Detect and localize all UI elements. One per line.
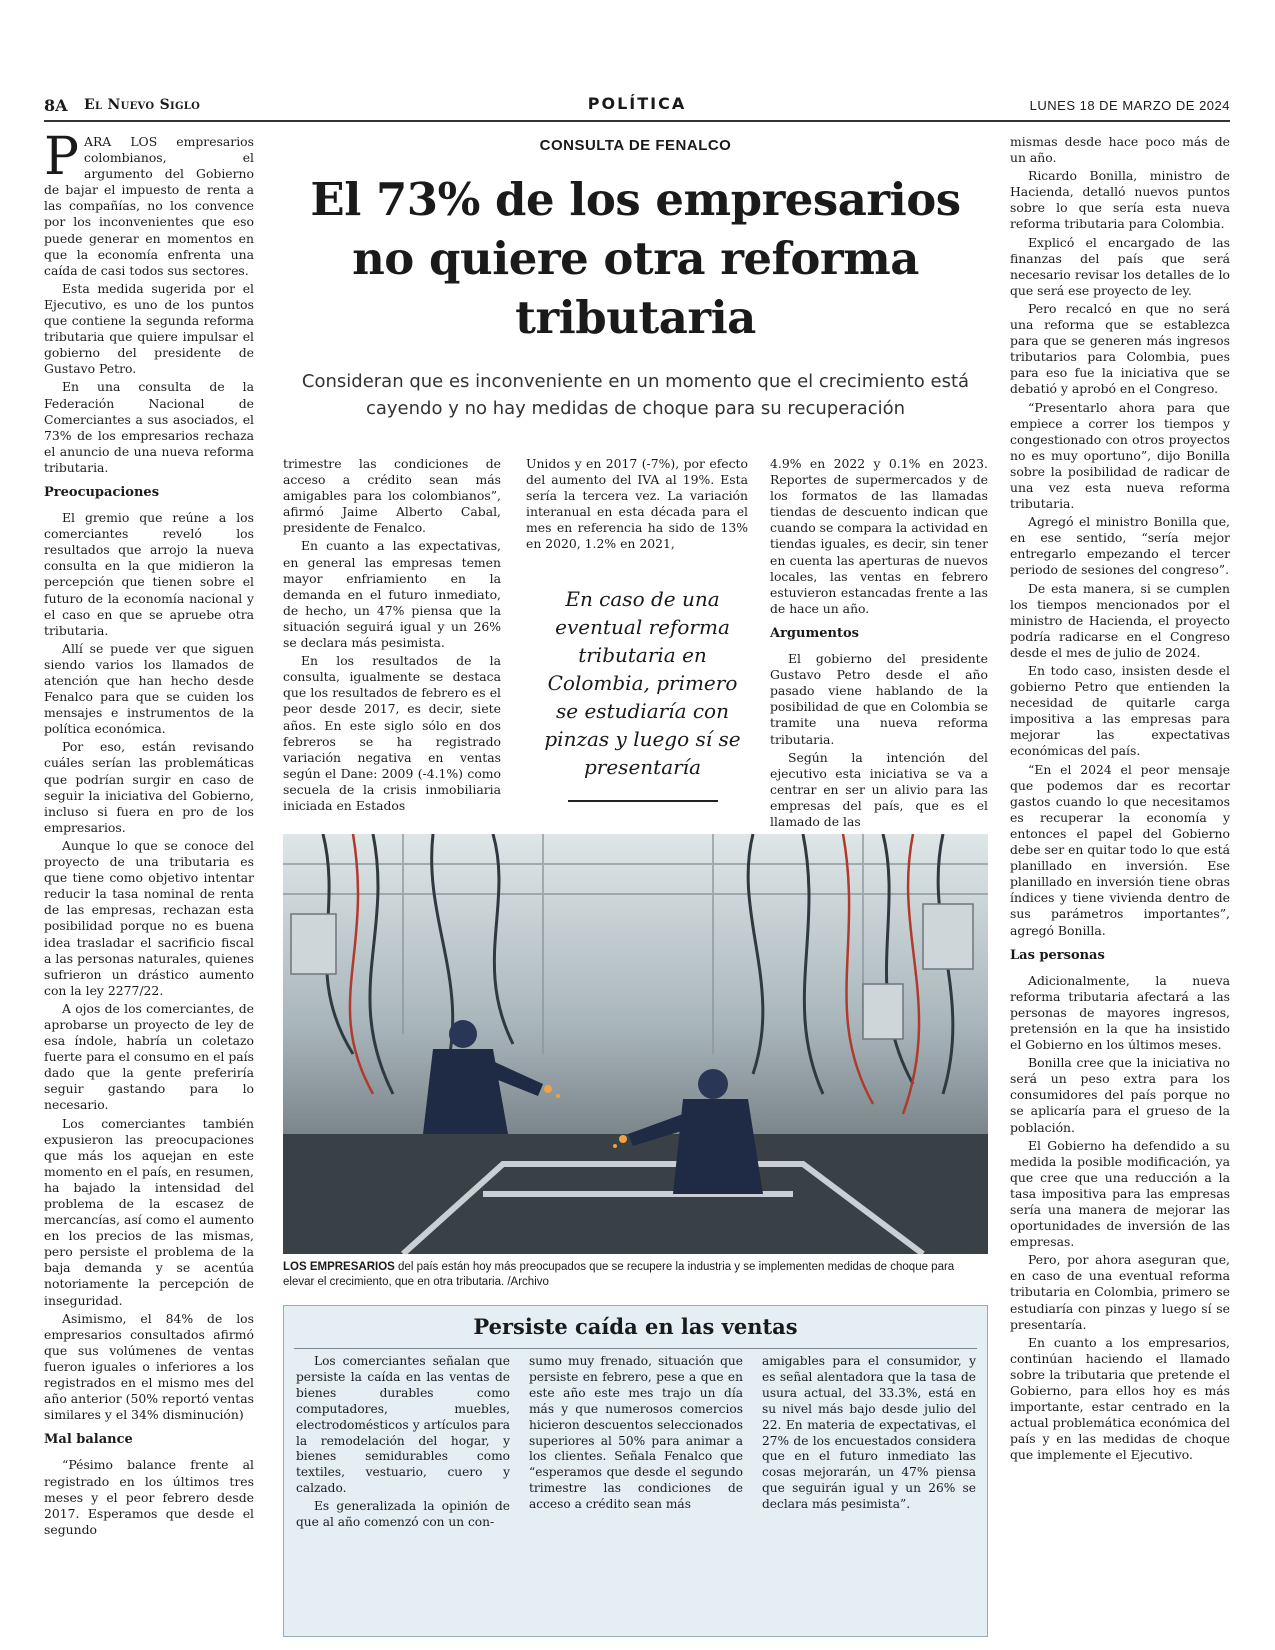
paragraph: El gremio que reúne a los comerciantes reveló los resultados que arrojo la nueva consulta en la que midieron la percepción que tienen sobre el futuro de la economía nacional y el caso en que se apruebe otra tributaria. [44, 510, 254, 638]
column-2 [283, 456, 501, 816]
paragraph: Aunque lo que se conoce del proyecto de una tributaria es que tiene como objetivo intentar reducir la tasa nominal de renta de las empresas, rechazan esta posibilidad porque no es buena idea trasladar el sacrificio fiscal a las personas naturales, quienes sufrieron un drástico aumento con la ley 2277/22. [44, 837, 254, 998]
newspaper-name: El Nuevo Siglo [84, 97, 201, 113]
paragraph: Esta medida sugerida por el Ejecutivo, es uno de los puntos que contiene la segunda reforma tributaria que quiere impulsar el gobierno del presidente de Gustavo Petro. [44, 280, 254, 377]
paragraph: Bonilla cree que la iniciativa no será un peso extra para los consumidores del país porque no se aplicaría para el grueso de la población. [1010, 1055, 1230, 1135]
lead-paragraph [44, 127, 254, 279]
pull-quote: En caso de una eventual reforma tributaria en Colombia, primero se estudiaría con pinzas y luego sí se presentaría [544, 587, 741, 779]
sidebar-box-rule [294, 1348, 977, 1349]
page-header [44, 96, 1230, 122]
paragraph: amigables para el consumidor, y es señal alentadora que la tasa de usura actual, del 33.3%, está en su nivel más bajo desde julio del 22. En materia de expectativas, el 27% de los encuestados considera que en el futuro inmediato las cosas mejorarán, un 47% piensa que seguirán igual y un 26% se declara más pesimista”. [762, 1354, 976, 1512]
paragraph: Unidos y en 2017 (-7%), por efecto del aumento del IVA al 19%. Esta sería la tercera vez. La variación interanual en esta década para el mes en referencia ha sido de 13% en 2020, 1.2% en 2021, [526, 456, 748, 552]
box-column-1 [296, 1354, 510, 1533]
section-name: POLÍTICA [587, 94, 687, 113]
paragraph: Los comerciantes también expusieron las preocupaciones que más los aquejan en este momento en el país, en resumen, ha bajado la intensidad del problema de la escasez de mercancías, así como el aumento en los precios de las mismas, pero persiste el problema de la baja demanda y se acentúa notoriamente la percepción de inseguridad. [44, 1115, 254, 1308]
paragraph: 4.9% en 2022 y 0.1% en 2023. Reportes de supermercados y de los formatos de las llamadas tiendas de descuento indican que cuando se compara la actividad en tiendas iguales, es decir, sin tener en cuenta las aperturas de nuevos locales, las ventas en febrero estuvieron estancadas frente a las de hace un año. [770, 456, 988, 616]
paragraph: Los comerciantes señalan que persiste la caída en las ventas de bienes durables como computadores, muebles, electrodomésticos y artículos para la remodelación del hogar, y bienes semidurables como textiles, vestuario, cuero y calzado. [296, 1354, 510, 1496]
column-4 [770, 456, 988, 832]
column-5 [1010, 134, 1230, 1466]
issue-date: LUNES 18 DE MARZO DE 2024 [1029, 98, 1230, 113]
page-number: 8A [44, 96, 68, 115]
sidebar-box-title: Persiste caída en las ventas [473, 1314, 798, 1339]
paragraph: De esta manera, si se cumplen los tiempos mencionados por el ministro de Hacienda, el proyecto podría radicarse en el Congreso desde el mes de julio de 2024. [1010, 580, 1230, 660]
subheading-argumentos: Argumentos [770, 625, 859, 641]
pull-quote-rule [568, 800, 718, 802]
photo-caption [283, 1260, 988, 1290]
article-subhead: Consideran que es inconveniente en un momento que el crecimiento está cayendo y no hay medidas de choque para su recuperación [301, 371, 970, 419]
factory-scene-illustration [283, 834, 988, 1254]
paragraph: “Presentarlo ahora para que empiece a correr los tiempos y congestionado con otros proyectos no es muy oportuno”, dijo Bonilla sobre la posibilidad de radicar de una vez esta nueva reforma tributaria. [1010, 399, 1230, 512]
paragraph: En todo caso, insisten desde el gobierno Petro que entienden la necesidad de quitarle carga impositiva a las empresas para mejorar las expectativas económicas del país. [1010, 663, 1230, 759]
paragraph: “Pésimo balance frente al registrado en los últimos tres meses y el peor febrero desde 2017. Esperamos que desde el segundo [44, 1457, 254, 1537]
article-kicker: CONSULTA DE FENALCO [539, 137, 732, 154]
paragraph: trimestre las condiciones de acceso a crédito sean más amigables para los colombianos”, afirmó Jaime Alberto Cabal, presidente de Fenalco. [283, 456, 501, 536]
box-column-3 [762, 1354, 976, 1515]
paragraph: Adicionalmente, la nueva reforma tributaria afectará a las personas de mayores ingresos, pretensión en la que ha insistido el Gobierno en los últimos meses. [1010, 972, 1230, 1053]
header-rule [44, 120, 1230, 122]
sidebar-box [283, 1305, 988, 1637]
paragraph: mismas desde hace poco más de un año. [1010, 134, 1230, 166]
paragraph: Pero recalcó en que no será una reforma que se establezca para que se generen más ingresos tributarios para Colombia, pues para eso fue la iniciativa que se debatió y aprobó en el Congreso. [1010, 300, 1230, 397]
paragraph: En cuanto a los empresarios, continúan haciendo el llamado sobre la tributaria que pretende el Gobierno, para ellos hoy es más importante, estar centrado en la actual problemática económica del país y en las medidas de choque que implemente el Ejecutivo. [1010, 1334, 1230, 1463]
subheading-las-personas: Las personas [1010, 947, 1105, 963]
subheading-mal-balance: Mal balance [44, 1432, 133, 1448]
paragraph: Pero, por ahora aseguran que, en caso de una eventual reforma tributaria en Colombia, primero se estudiaría con pinzas y luego sí se presentaría. [1010, 1252, 1230, 1332]
column-3 [526, 456, 748, 555]
paragraph: “En el 2024 el peor mensaje que podemos dar es recortar gastos cuando lo que necesitamos es recuperar la economía y entonces el papel del Gobierno debe ser en quitar todo lo que está planillado en inversión. Ese planillado en inversión tiene obras índices y tiene vivienda dentro de sus parámetros importantes”, agregó Bonilla. [1010, 761, 1230, 938]
factory-photo [283, 834, 988, 1254]
paragraph: Ricardo Bonilla, ministro de Hacienda, detalló nuevos puntos sobre lo que sería esta nueva reforma tributaria para Colombia. [1010, 168, 1230, 232]
column-1 [44, 127, 254, 1540]
caption-text: del país están hoy más preocupados que se recupere la industria y se implementen medidas de choque para elevar el crecimiento, que en otra tributaria. /Archivo [283, 1261, 955, 1288]
box-column-2 [529, 1354, 743, 1515]
paragraph: A ojos de los comerciantes, de aprobarse un proyecto de ley de esa índole, habría un coletazo fuerte para el consumo en el país dado que la gente preferiría seguir gastando para lo necesario. [44, 1000, 254, 1113]
paragraph: En los resultados de la consulta, igualmente se destaca que los resultados de febrero es el peor desde 2017, es decir, siete años. En este siglo sólo en dos febreros se ha registrado variación negativa en ventas según el Dane: 2009 (-4.1%) como secuela de la crisis inmobiliaria iniciada en Estados [283, 653, 501, 813]
paragraph: Asimismo, el 84% de los empresarios consultados afirmó que sus volúmenes de ventas fueron iguales o inferiores a los registrados en el mismo mes del año anterior (50% reportó ventas similares y el 34% disminución) [44, 1310, 254, 1423]
subheading-preocupaciones: Preocupaciones [44, 484, 160, 500]
paragraph: Explicó el encargado de las finanzas del país que será necesario revisar los detalles de lo que será ese proyecto de ley. [1010, 234, 1230, 298]
paragraph: En una consulta de la Federación Nacional de Comerciantes a sus asociados, el 73% de los empresarios rechaza el anuncio de una nueva reforma tributaria. [44, 379, 254, 475]
paragraph: Allí se puede ver que siguen siendo varios los llamados de atención que han hecho desde Fenalco para que se cuiden los mensajes e instrumentos de la política económica. [44, 640, 254, 737]
paragraph: En cuanto a las expectativas, en general las empresas temen mayor enfriamiento en la demanda en el futuro inmediato, de hecho, un 47% piensa que la situación seguirá igual y un 26% se declara más pesimista. [283, 538, 501, 651]
paragraph: sumo muy frenado, situación que persiste en febrero, pese a que en este año este mes trajo un día más y que numerosos comercios hicieron descuentos seleccionados superiores al 50% para animar a los clientes. Señala Fenalco que “esperamos que desde el segundo trimestre las condiciones de acceso a crédito sean más [529, 1354, 743, 1512]
drop-cap: P [44, 127, 79, 187]
paragraph: El gobierno del presidente Gustavo Petro desde el año pasado viene hablando de la posibilidad de que en Colombia se tramite una nueva reforma tributaria. [770, 651, 988, 747]
article-headline: El 73% de los empresarios no quiere otra reforma tributaria [310, 173, 961, 344]
caption-lead: LOS EMPRESARIOS [283, 1261, 395, 1273]
paragraph: El Gobierno ha defendido a su medida la posible modificación, ya que cree que una reducción a la tasa impositiva para las empresas sería una manera de mejorar las oportunidades de inversión de las empresas. [1010, 1137, 1230, 1250]
paragraph: Agregó el ministro Bonilla que, en ese sentido, “sería mejor entregarlo empezando el tercer periodo de sesiones del congreso”. [1010, 514, 1230, 578]
paragraph: Por eso, están revisando cuáles serían las problemáticas que podrían surgir en caso de seguir la iniciativa del Gobierno, incluso si fuera en pro de los empresarios. [44, 739, 254, 835]
paragraph: Según la intención del ejecutivo esta iniciativa se va a centrar en ser un alivio para las empresas del país, que es el llamado de las [770, 749, 988, 829]
lead-text: ARA LOS empresarios colombianos, el argumento del Gobierno de bajar el impuesto de renta a las compañías, no los convence por los inconvenientes que eso puede generar en momentos en que la economía enfrenta una caída de casi todos sus sectores. [44, 134, 254, 278]
paragraph: Es generalizada la opinión de que al año comenzó con un con- [296, 1499, 510, 1530]
